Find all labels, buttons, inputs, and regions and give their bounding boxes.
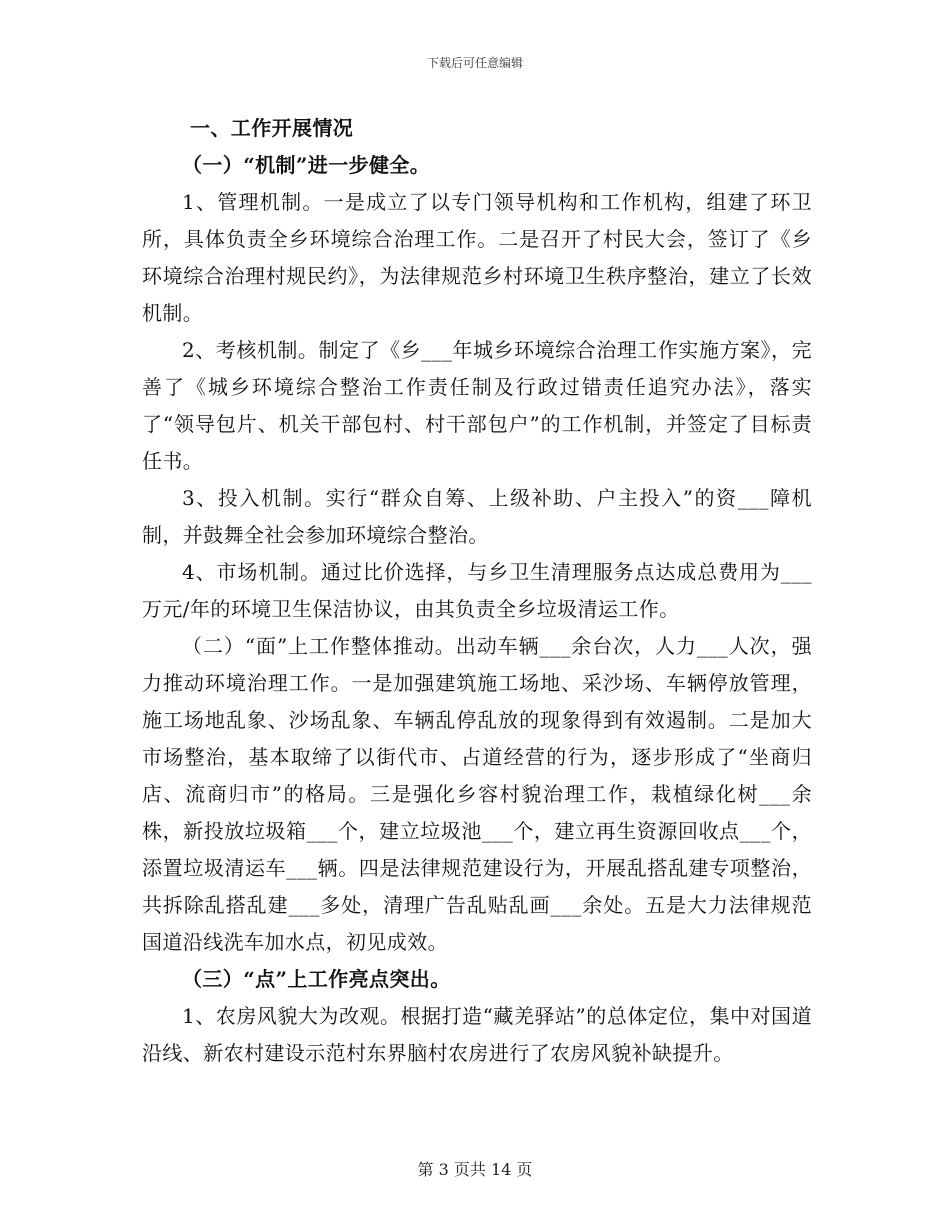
paragraph-investment-mechanism: 3、投入机制。实行“群众自筹、上级补助、户主投入”的资___障机制，并鼓舞全社会参加环境综合整治。 xyxy=(142,486,812,547)
page-header: 下载后可任意编辑 xyxy=(426,56,523,70)
paragraph-housing-improvement: 1、农房风貌大为改观。根据打造“藏羌驿站”的总体定位，集中对国道沿线、新农村建设示范村东界脑村农房进行了农房风貌补缺提升。 xyxy=(142,1004,812,1065)
document-body xyxy=(142,110,812,1072)
section-heading: 一、工作开展情况 xyxy=(190,116,354,140)
paragraph-overall-work: （二）“面”上工作整体推动。出动车辆___余台次，人力___人次，强力推动环境治理工作。一是加强建筑施工场地、采沙场、车辆停放管理，施工场地乱象、沙场乱象、车辆乱停乱放的现象得到有效遏制。二是加大市场整治，基本取缔了以街代市、占道经营的行为，逐步形成了“坐商归店、流商归市”的格局。三是强化乡容村貌治理工作，栽植绿化树___余株，新投放垃圾箱___个，建立垃圾池___个，建立再生资源回收点___个，添置垃圾清运车___辆。四是法律规范建设行为，开展乱搭乱建专项整治，共拆除乱搭乱建___多处，清理广告乱贴乱画___余处。五是大力法律规范国道沿线洗车加水点，初见成效。 xyxy=(142,634,812,954)
subsection-heading-highlights: （三）“点”上工作亮点突出。 xyxy=(182,967,451,991)
page-footer: 第 3 页共 14 页 xyxy=(417,1160,533,1179)
subsection-heading-mechanism: （一）“机制”进一步健全。 xyxy=(182,153,431,177)
paragraph-market-mechanism: 4、市场机制。通过比价选择，与乡卫生清理服务点达成总费用为___万元/年的环境卫生保洁协议，由其负责全乡垃圾清运工作。 xyxy=(142,560,812,621)
paragraph-management-mechanism: 1、管理机制。一是成立了以专门领导机构和工作机构，组建了环卫所，具体负责全乡环境综合治理工作。二是召开了村民大会，签订了《乡环境综合治理村规民约》，为法律规范乡村环境卫生秩序整治，建立了长效机制。 xyxy=(142,190,812,325)
paragraph-assessment-mechanism: 2、考核机制。制定了《乡___年城乡环境综合治理工作实施方案》，完善了《城乡环境综合整治工作责任制及行政过错责任追究办法》，落实了“领导包片、机关干部包村、村干部包户”的工作机制，并签定了目标责任书。 xyxy=(142,338,812,473)
